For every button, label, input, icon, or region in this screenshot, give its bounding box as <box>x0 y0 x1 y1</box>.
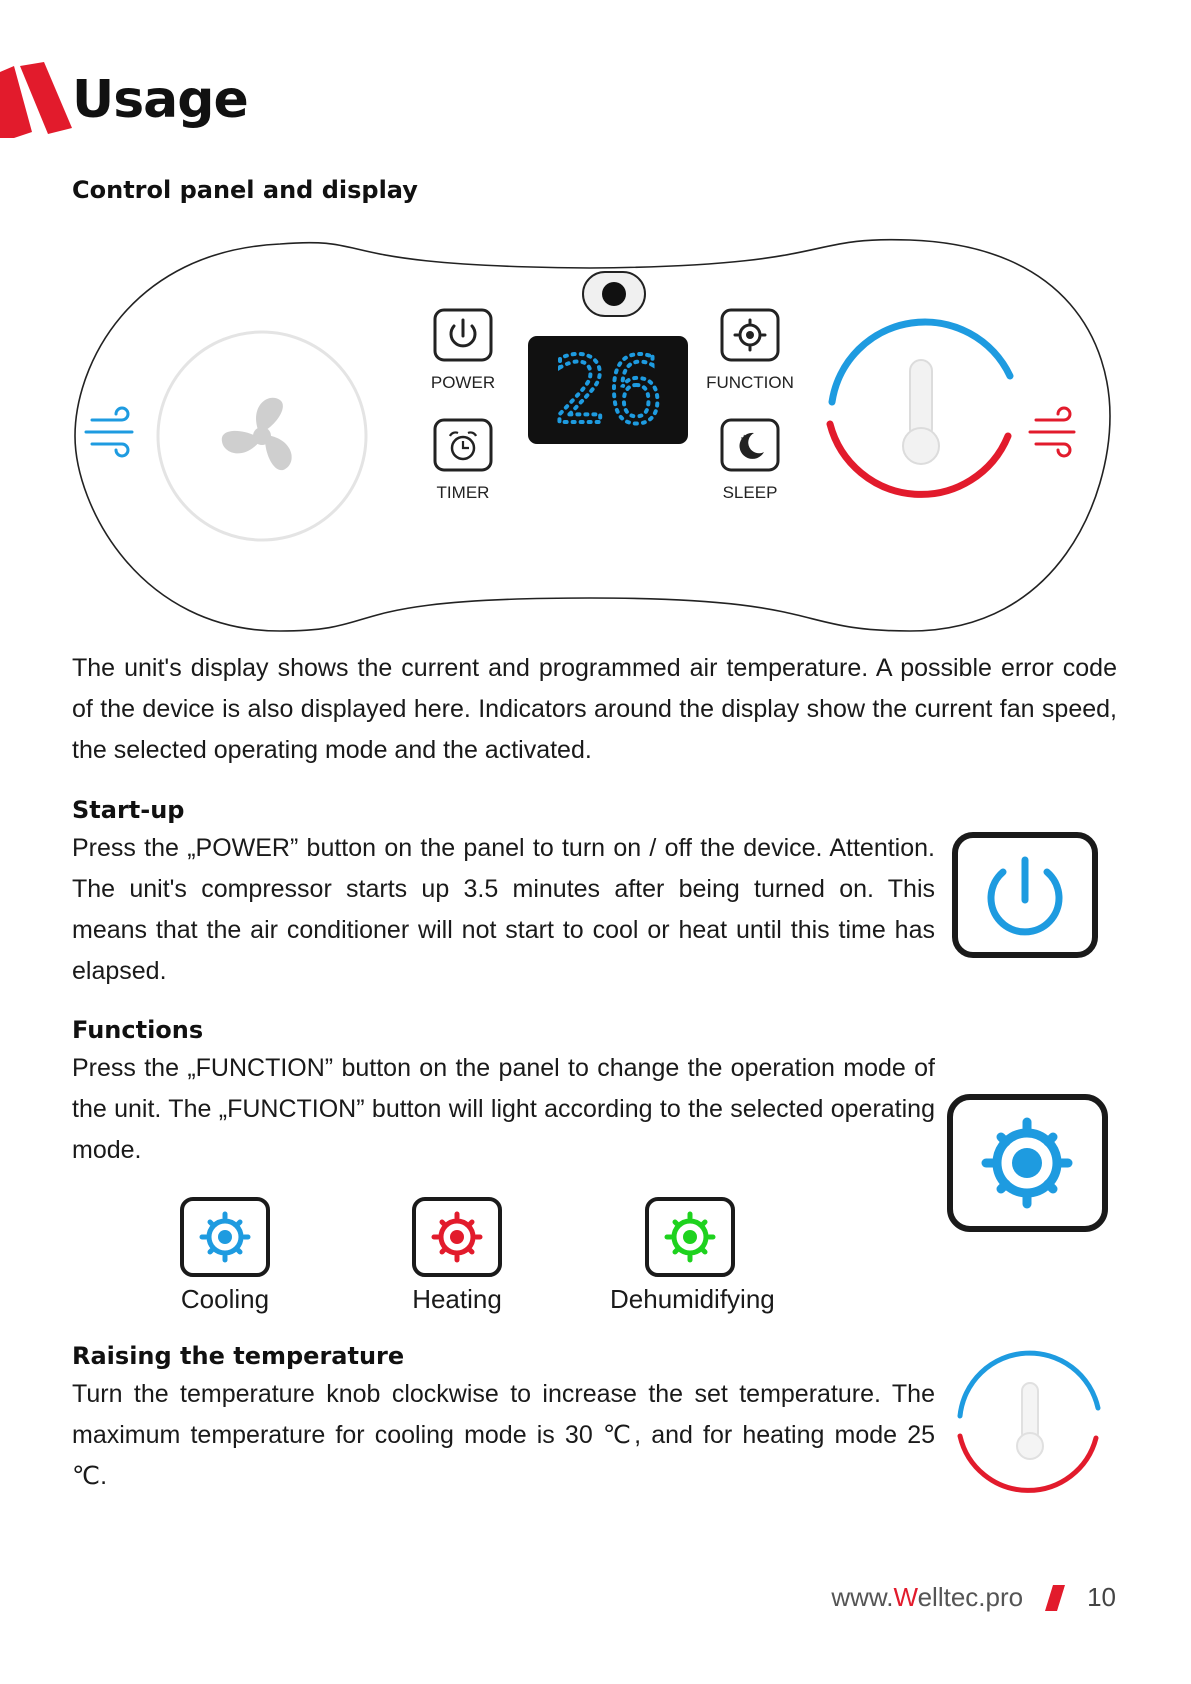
heating-label: Heating <box>412 1284 502 1314</box>
dehumidifying-label: Dehumidifying <box>610 1284 775 1314</box>
mode-cooling <box>145 1196 305 1315</box>
mode-heating <box>377 1196 537 1315</box>
control-panel-description: The unit's display shows the current and programmed air temperature. A possible error code of the device is also displayed here. Indicators around the display show the current fan speed, the selected operating mode and the activated. <box>72 654 1117 764</box>
footer-url: www.Welltec.pro <box>831 1582 1024 1612</box>
mode-dehumidifying <box>610 1196 775 1315</box>
panel-function-button <box>722 310 778 360</box>
panel-power-label: POWER <box>430 373 496 392</box>
functions-heading: Functions <box>72 1016 204 1044</box>
functions-text: Press the „FUNCTION” button on the panel to change the operation mode of the unit. The „FUNCTION” button will light according to the selected operating mode. <box>72 1054 935 1164</box>
page-title: Usage <box>72 70 248 130</box>
heating-mode-icon <box>411 1196 503 1278</box>
wind-heat-icon <box>1030 408 1074 456</box>
temperature-knob <box>830 322 1010 494</box>
function-button-icon <box>945 1092 1110 1234</box>
cooling-mode-icon <box>179 1196 271 1278</box>
svg-text:+: + <box>740 433 749 444</box>
temperature-knob-icon <box>950 1338 1110 1498</box>
panel-timer-label: TIMER <box>436 483 490 502</box>
panel-sleep-button <box>722 420 778 470</box>
display-digits: 26 <box>552 337 664 444</box>
startup-text: Press the „POWER” button on the panel to turn on / off the device. Attention. The unit's compressor starts up 3.5 minutes after being turned on. This means that the air conditioner will not start to cool or heat until this time has elapsed. <box>72 834 935 985</box>
fan-icon <box>218 398 298 473</box>
control-panel-heading: Control panel and display <box>72 176 418 204</box>
brand-logo-icon <box>0 62 72 138</box>
panel-timer-button <box>435 420 491 470</box>
page-number: 10 <box>1087 1582 1116 1612</box>
wind-cool-icon <box>86 408 132 456</box>
panel-function-label: FUNCTION <box>706 373 794 392</box>
control-panel-illustration <box>70 236 1120 636</box>
startup-heading: Start-up <box>72 796 185 824</box>
dehumidifying-mode-icon <box>644 1196 736 1278</box>
cooling-label: Cooling <box>180 1284 270 1314</box>
panel-power-button <box>435 310 491 360</box>
footer-slash-icon <box>1045 1585 1065 1611</box>
sensor-icon <box>583 272 645 316</box>
raising-heading: Raising the temperature <box>72 1342 405 1370</box>
panel-sleep-label: SLEEP <box>722 483 778 502</box>
power-button-icon <box>950 830 1100 960</box>
raising-text: Turn the temperature knob clockwise to increase the set temperature. The maximum temperature for cooling mode is 30 ℃, and for heating mode 25 ℃. <box>72 1380 935 1490</box>
page-footer <box>831 1582 1116 1613</box>
